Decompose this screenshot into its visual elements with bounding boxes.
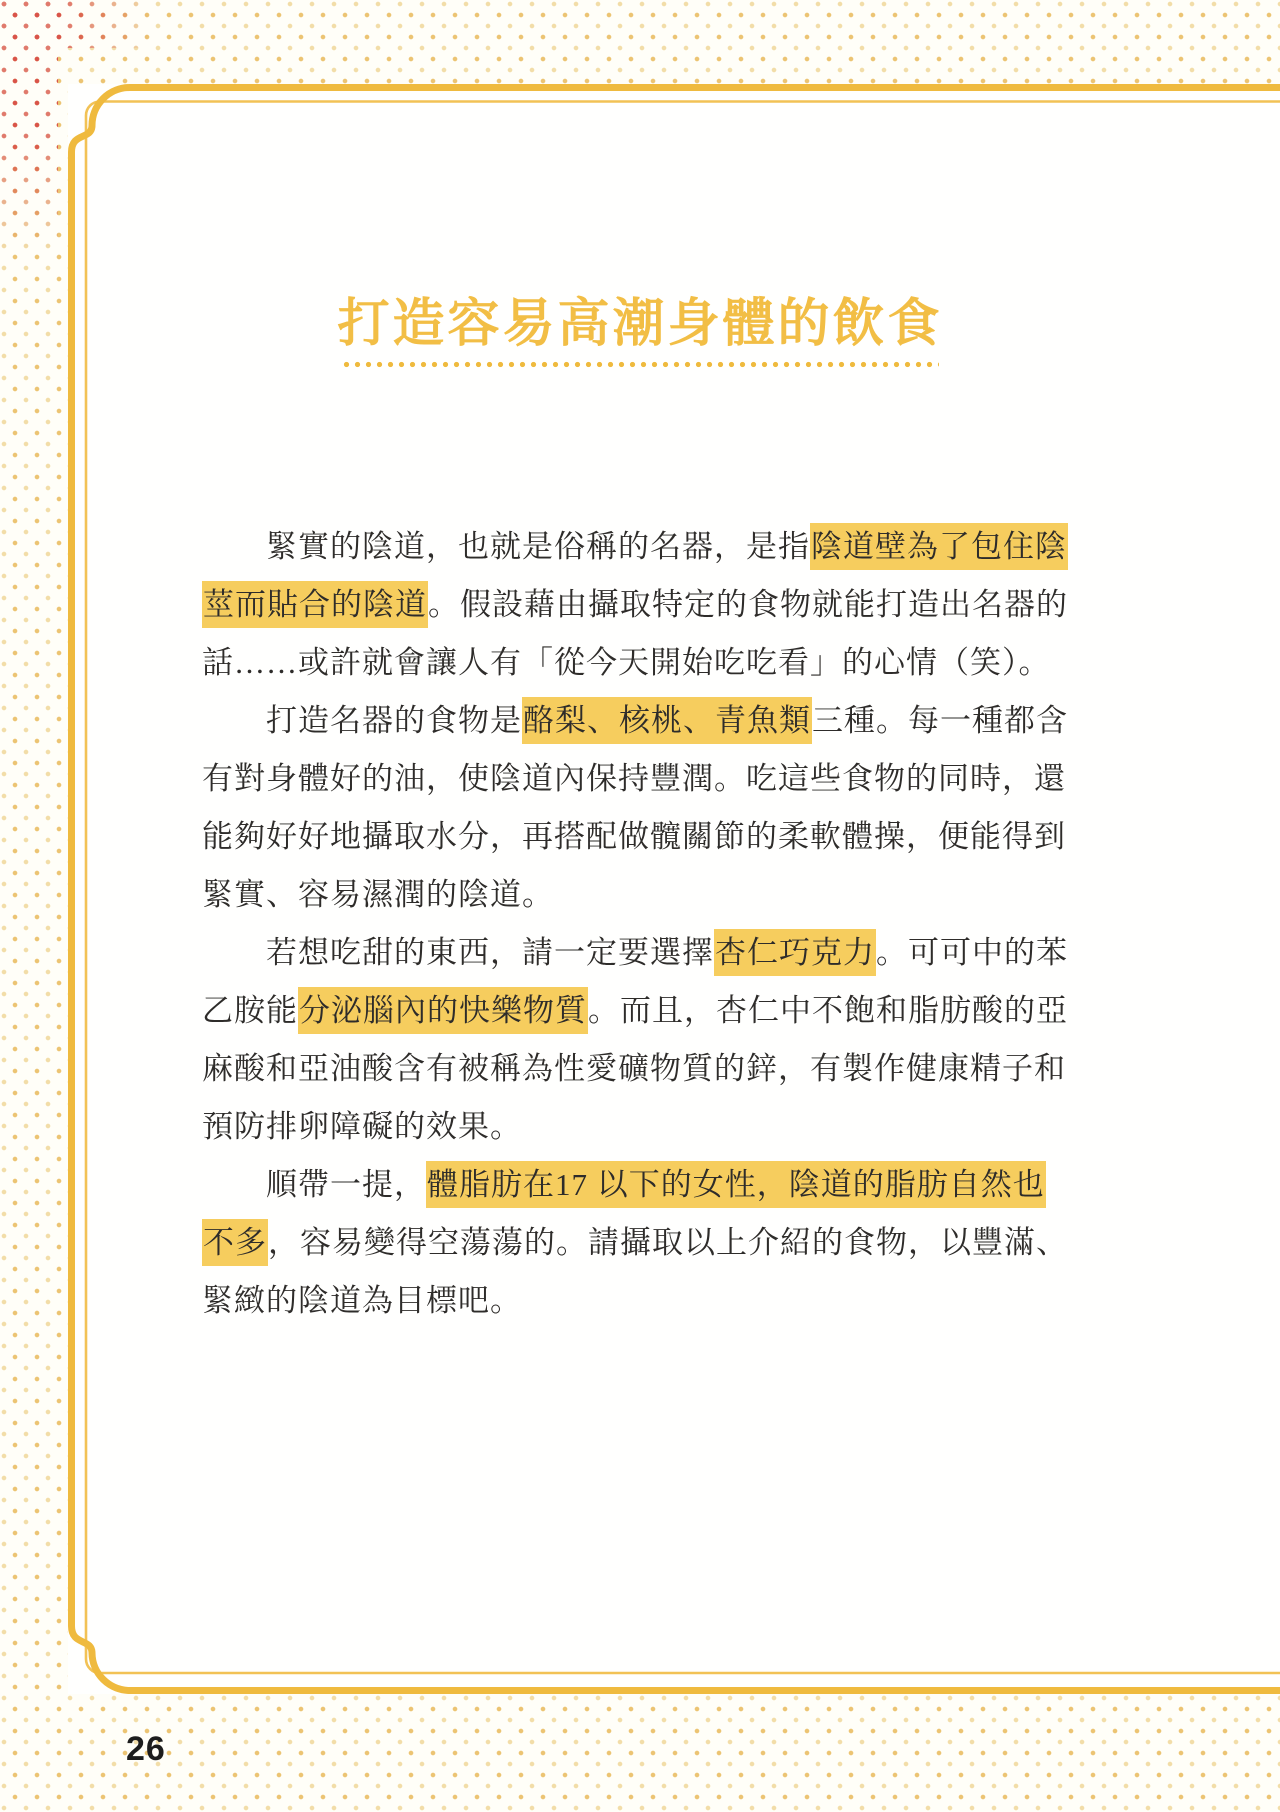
highlighted-text: 不多 xyxy=(202,1219,268,1266)
highlighted-text: 陰道壁為了包住陰 xyxy=(810,523,1068,570)
text-line xyxy=(202,634,1082,692)
text-segment: 麻酸和亞油酸含有被稱為性愛礦物質的鋅，有製作健康精子和 xyxy=(202,1051,1066,1086)
text-line xyxy=(202,692,1082,750)
text-segment: 若想吃甜的東西，請一定要選擇 xyxy=(266,935,714,970)
highlighted-text: 杏仁巧克力 xyxy=(714,929,876,976)
text-segment: 緊緻的陰道為目標吧。 xyxy=(202,1283,522,1318)
text-segment: 。假設藉由攝取特定的食物就能打造出名器的 xyxy=(428,587,1068,622)
text-segment: 。而且，杏仁中不飽和脂肪酸的亞 xyxy=(588,993,1068,1028)
chapter-title-block xyxy=(0,296,1280,368)
text-line xyxy=(202,924,1082,982)
highlighted-text: 分泌腦內的快樂物質 xyxy=(298,987,588,1034)
text-segment: ，容易變得空蕩蕩的。請攝取以上介紹的食物，以豐滿、 xyxy=(268,1225,1068,1260)
text-line xyxy=(202,866,1082,924)
chapter-title: 打造容易高潮身體的飲食 xyxy=(337,295,943,353)
text-line xyxy=(202,1272,1082,1330)
text-line xyxy=(202,1098,1082,1156)
text-segment: 三種。每一種都含 xyxy=(812,703,1068,738)
text-segment: 打造名器的食物是 xyxy=(266,703,522,738)
text-line xyxy=(202,518,1082,576)
text-segment: 順帶一提， xyxy=(266,1167,426,1202)
text-segment: 緊實的陰道，也就是俗稱的名器，是指 xyxy=(266,529,810,564)
text-line xyxy=(202,808,1082,866)
text-segment: 話……或許就會讓人有「從今天開始吃吃看」的心情（笑）。 xyxy=(202,645,1051,680)
text-segment: 緊實、容易濕潤的陰道。 xyxy=(202,877,554,912)
text-segment: 有對身體好的油，使陰道內保持豐潤。吃這些食物的同時，還 xyxy=(202,761,1066,796)
text-segment: 能夠好好地攝取水分，再搭配做髖關節的柔軟體操，便能得到 xyxy=(202,819,1066,854)
text-line xyxy=(202,1214,1082,1272)
body-text xyxy=(202,518,1082,1330)
text-segment: 乙胺能 xyxy=(202,993,298,1028)
highlighted-text: 酪梨、核桃、青魚類 xyxy=(522,697,812,744)
highlighted-text: 體脂肪在17 以下的女性，陰道的脂肪自然也 xyxy=(426,1161,1046,1208)
text-line xyxy=(202,1156,1082,1214)
text-line xyxy=(202,1040,1082,1098)
highlighted-text: 莖而貼合的陰道 xyxy=(202,581,428,628)
page-number: 26 xyxy=(126,1730,166,1768)
title-dotted-underline xyxy=(341,361,939,368)
text-line xyxy=(202,982,1082,1040)
text-segment: 。可可中的苯 xyxy=(876,935,1068,970)
text-segment: 預防排卵障礙的效果。 xyxy=(202,1109,522,1144)
text-line xyxy=(202,750,1082,808)
text-line xyxy=(202,576,1082,634)
